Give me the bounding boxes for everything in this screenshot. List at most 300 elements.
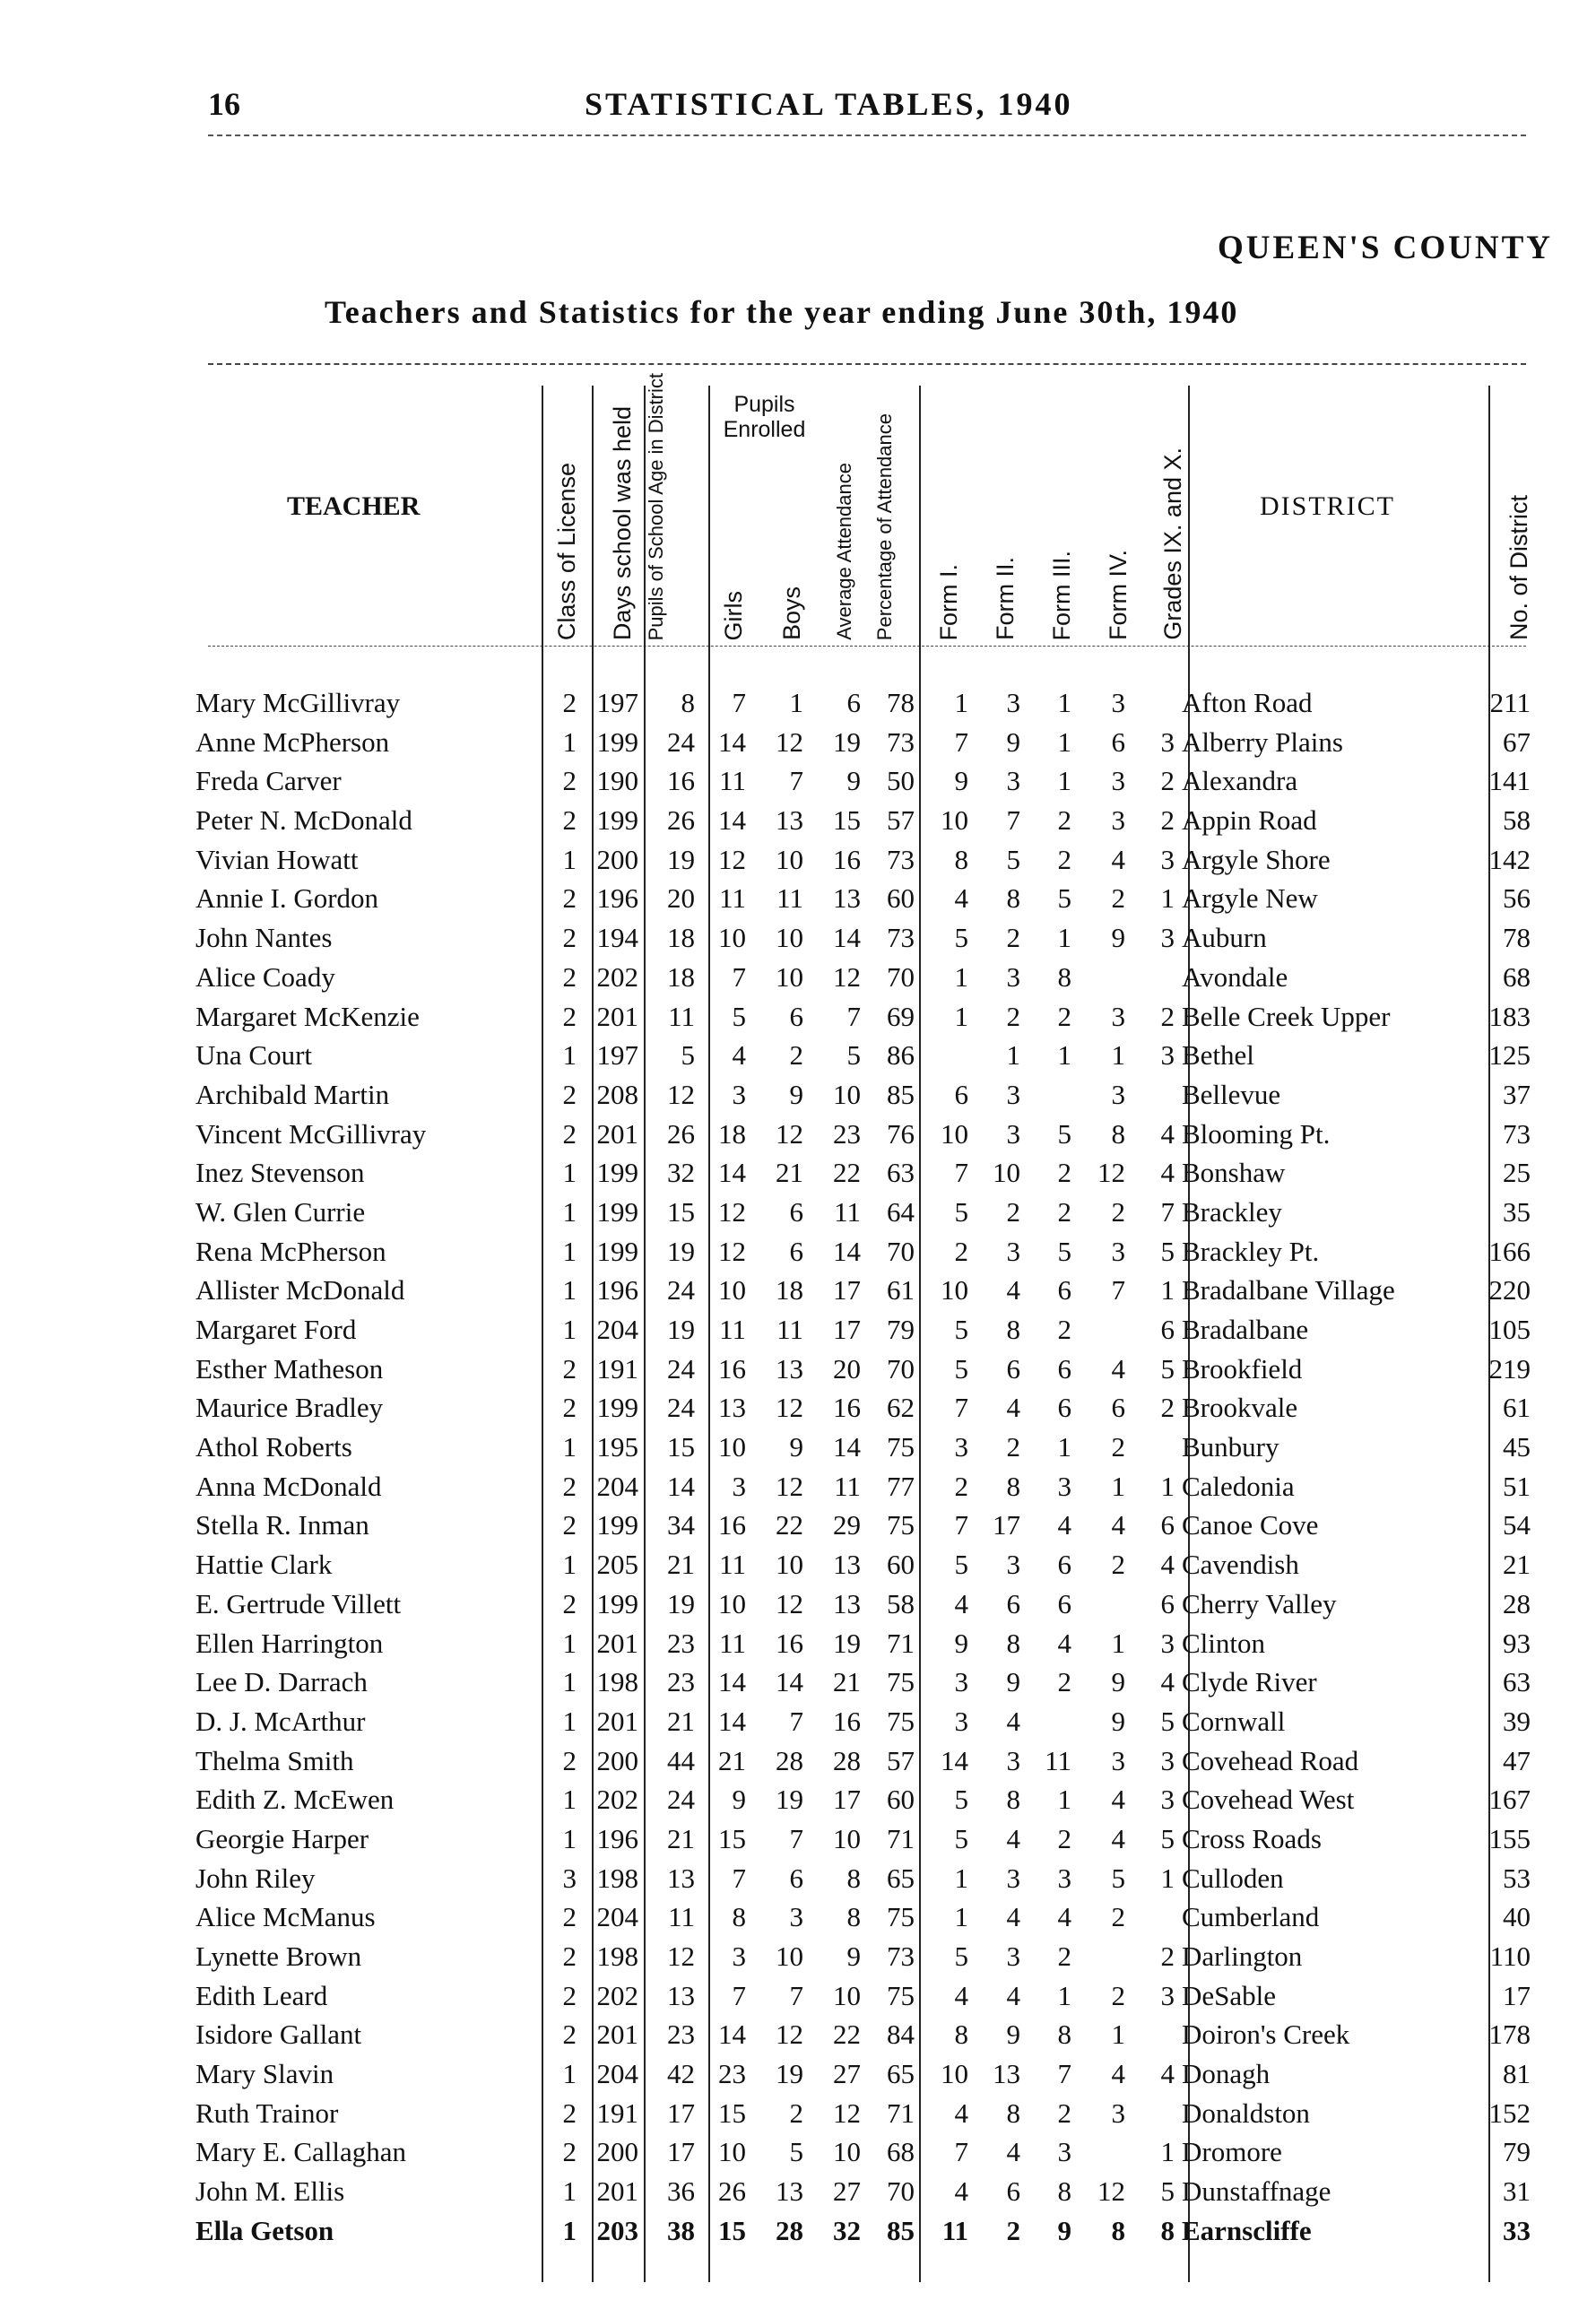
cell-cls: 2 bbox=[562, 1000, 577, 1032]
cell-boys: 12 bbox=[776, 1470, 803, 1502]
district-name: Alexandra bbox=[1182, 765, 1298, 797]
cell-days: 201 bbox=[596, 1117, 638, 1150]
district-number: 54 bbox=[1503, 1509, 1531, 1541]
cell-age: 20 bbox=[667, 882, 695, 915]
cell-boys: 3 bbox=[789, 1901, 803, 1933]
cell-gr: 3 bbox=[1160, 922, 1175, 954]
cell-f2: 2 bbox=[1006, 1431, 1020, 1463]
cell-avg: 28 bbox=[833, 1744, 861, 1776]
district-number: 17 bbox=[1503, 1979, 1531, 2011]
table-row bbox=[0, 1937, 1596, 1976]
cell-girls: 7 bbox=[732, 960, 746, 993]
cell-boys: 11 bbox=[776, 1314, 803, 1345]
cell-f1: 10 bbox=[941, 804, 968, 837]
cell-cls: 2 bbox=[562, 1744, 577, 1776]
district-number: 53 bbox=[1503, 1862, 1531, 1894]
teacher-name: John Riley bbox=[195, 1862, 316, 1894]
district-name: Culloden bbox=[1182, 1862, 1284, 1894]
table-row bbox=[0, 1819, 1596, 1859]
teacher-name: Athol Roberts bbox=[195, 1431, 352, 1463]
cell-days: 194 bbox=[596, 922, 638, 954]
district-name: Argyle Shore bbox=[1182, 843, 1331, 875]
cell-boys: 12 bbox=[776, 2018, 803, 2051]
teacher-name: Ruth Trainor bbox=[195, 2097, 339, 2129]
cell-f1: 5 bbox=[954, 1314, 968, 1345]
cell-f1: 2 bbox=[954, 1470, 968, 1502]
district-name: Darlington bbox=[1182, 1940, 1303, 1972]
district-number: 211 bbox=[1489, 687, 1531, 718]
cell-f2: 4 bbox=[1006, 1822, 1020, 1854]
cell-cls: 2 bbox=[562, 2136, 577, 2168]
cell-boys: 7 bbox=[789, 1979, 803, 2011]
cell-girls: 18 bbox=[718, 1117, 746, 1150]
cell-avg: 14 bbox=[833, 922, 861, 954]
cell-cls: 2 bbox=[562, 2018, 577, 2051]
cell-avg: 12 bbox=[833, 2097, 861, 2129]
cell-f4: 4 bbox=[1111, 1509, 1125, 1541]
cell-age: 44 bbox=[667, 1744, 695, 1776]
cell-f1: 5 bbox=[954, 1352, 968, 1385]
cell-age: 14 bbox=[667, 1470, 695, 1502]
cell-age: 23 bbox=[667, 1627, 695, 1659]
cell-f3: 2 bbox=[1057, 1157, 1071, 1189]
district-number: 58 bbox=[1503, 804, 1531, 837]
cell-cls: 2 bbox=[562, 960, 577, 993]
col-pupils-enrolled: Pupils Enrolled bbox=[723, 392, 806, 442]
cell-girls: 21 bbox=[718, 1744, 746, 1776]
teacher-name: Mary Slavin bbox=[195, 2058, 334, 2090]
cell-age: 36 bbox=[667, 2175, 695, 2208]
cell-pct: 70 bbox=[887, 1235, 915, 1267]
cell-f2: 3 bbox=[1006, 1744, 1020, 1776]
cell-boys: 12 bbox=[776, 1392, 803, 1424]
cell-f1: 4 bbox=[954, 2175, 968, 2208]
cell-girls: 15 bbox=[718, 1822, 746, 1854]
cell-cls: 1 bbox=[562, 1784, 577, 1816]
teacher-name: John Nantes bbox=[195, 922, 333, 954]
cell-pct: 63 bbox=[887, 1157, 915, 1189]
cell-boys: 7 bbox=[789, 765, 803, 797]
cell-f1: 5 bbox=[954, 1940, 968, 1972]
cell-cls: 2 bbox=[562, 2097, 577, 2129]
cell-avg: 10 bbox=[833, 1078, 861, 1110]
cell-f4: 1 bbox=[1111, 2018, 1125, 2051]
cell-gr: 8 bbox=[1160, 2214, 1175, 2246]
cell-pct: 73 bbox=[887, 725, 915, 758]
cell-f4: 8 bbox=[1111, 2214, 1125, 2246]
cell-f4: 9 bbox=[1111, 922, 1125, 954]
cell-cls: 2 bbox=[562, 922, 577, 954]
cell-age: 11 bbox=[668, 1000, 695, 1032]
teacher-name: Vivian Howatt bbox=[195, 843, 359, 875]
cell-f3: 2 bbox=[1057, 1940, 1071, 1972]
cell-pct: 58 bbox=[887, 1587, 915, 1619]
cell-days: 201 bbox=[596, 2018, 638, 2051]
cell-cls: 1 bbox=[562, 725, 577, 758]
col-district-no: No. of District bbox=[1505, 494, 1532, 640]
cell-boys: 7 bbox=[789, 1705, 803, 1737]
cell-f3: 4 bbox=[1057, 1901, 1071, 1933]
cell-f3: 4 bbox=[1057, 1509, 1071, 1541]
cell-f1: 3 bbox=[954, 1666, 968, 1698]
cell-days: 196 bbox=[596, 1822, 638, 1854]
cell-f3: 2 bbox=[1057, 1195, 1071, 1228]
cell-gr: 3 bbox=[1160, 1979, 1175, 2011]
cell-f1: 2 bbox=[954, 1235, 968, 1267]
table-row bbox=[0, 1584, 1596, 1624]
cell-age: 19 bbox=[667, 1587, 695, 1619]
district-name: Argyle New bbox=[1182, 882, 1318, 915]
cell-f4: 4 bbox=[1111, 1822, 1125, 1854]
cell-f2: 3 bbox=[1006, 1235, 1020, 1267]
cell-f2: 8 bbox=[1006, 882, 1020, 915]
cell-f3: 2 bbox=[1057, 1822, 1071, 1854]
teacher-name: Anna McDonald bbox=[195, 1470, 382, 1502]
table-row bbox=[0, 1859, 1596, 1898]
cell-cls: 1 bbox=[562, 1431, 577, 1463]
cell-pct: 75 bbox=[887, 1901, 915, 1933]
cell-gr: 4 bbox=[1160, 1549, 1175, 1581]
col-average-attendance: Average Attendance bbox=[833, 463, 855, 640]
cell-f4: 3 bbox=[1111, 2097, 1125, 2129]
cell-pct: 64 bbox=[887, 1195, 915, 1228]
teacher-name: Archibald Martin bbox=[195, 1078, 390, 1110]
district-number: 73 bbox=[1503, 1117, 1531, 1150]
cell-boys: 10 bbox=[776, 922, 803, 954]
cell-f1: 7 bbox=[954, 725, 968, 758]
cell-days: 203 bbox=[596, 2214, 638, 2246]
cell-f4: 4 bbox=[1111, 2058, 1125, 2090]
cell-f3: 2 bbox=[1057, 2097, 1071, 2129]
cell-days: 199 bbox=[596, 1235, 638, 1267]
cell-days: 199 bbox=[596, 1195, 638, 1228]
cell-avg: 27 bbox=[833, 2175, 861, 2208]
cell-cls: 2 bbox=[562, 804, 577, 837]
cell-f2: 4 bbox=[1006, 1274, 1020, 1307]
cell-cls: 2 bbox=[562, 1587, 577, 1619]
cell-pct: 84 bbox=[887, 2018, 915, 2051]
cell-boys: 6 bbox=[789, 1000, 803, 1032]
cell-age: 32 bbox=[667, 1157, 695, 1189]
cell-pct: 70 bbox=[887, 2175, 915, 2208]
cell-f4: 5 bbox=[1111, 1862, 1125, 1894]
teacher-name: Georgie Harper bbox=[195, 1822, 369, 1854]
cell-f1: 1 bbox=[954, 960, 968, 993]
cell-girls: 11 bbox=[719, 1627, 746, 1659]
cell-girls: 15 bbox=[718, 2214, 746, 2246]
cell-boys: 5 bbox=[789, 2136, 803, 2168]
cell-f2: 9 bbox=[1006, 1666, 1020, 1698]
cell-avg: 16 bbox=[833, 1392, 861, 1424]
cell-gr: 3 bbox=[1160, 725, 1175, 758]
district-number: 167 bbox=[1488, 1784, 1531, 1816]
cell-f4: 9 bbox=[1111, 1705, 1125, 1737]
cell-f2: 8 bbox=[1006, 1784, 1020, 1816]
district-number: 78 bbox=[1503, 922, 1531, 954]
district-number: 183 bbox=[1488, 1000, 1531, 1032]
cell-girls: 15 bbox=[718, 2097, 746, 2129]
district-name: Doiron's Creek bbox=[1182, 2018, 1350, 2051]
cell-avg: 19 bbox=[833, 1627, 861, 1659]
cell-f2: 8 bbox=[1006, 2097, 1020, 2129]
cell-days: 196 bbox=[596, 882, 638, 915]
cell-days: 199 bbox=[596, 725, 638, 758]
cell-avg: 13 bbox=[833, 1587, 861, 1619]
cell-girls: 12 bbox=[718, 1195, 746, 1228]
cell-f2: 10 bbox=[993, 1157, 1020, 1189]
cell-boys: 14 bbox=[776, 1666, 803, 1698]
cell-gr: 4 bbox=[1160, 2058, 1175, 2090]
cell-boys: 6 bbox=[789, 1195, 803, 1228]
table-row bbox=[0, 1663, 1596, 1702]
cell-f1: 6 bbox=[954, 1078, 968, 1110]
cell-cls: 1 bbox=[562, 1039, 577, 1072]
district-name: Donagh bbox=[1182, 2058, 1271, 2090]
cell-girls: 10 bbox=[718, 1431, 746, 1463]
cell-girls: 7 bbox=[732, 1862, 746, 1894]
table-row bbox=[0, 1350, 1596, 1389]
district-name: Bethel bbox=[1182, 1039, 1254, 1072]
cell-days: 191 bbox=[596, 1352, 638, 1385]
cell-f1: 3 bbox=[954, 1431, 968, 1463]
cell-boys: 28 bbox=[776, 1744, 803, 1776]
running-title: STATISTICAL TABLES, 1940 bbox=[585, 86, 1073, 122]
cell-f1: 5 bbox=[954, 1549, 968, 1581]
cell-f4: 4 bbox=[1111, 1352, 1125, 1385]
district-number: 219 bbox=[1488, 1352, 1531, 1385]
district-number: 93 bbox=[1503, 1627, 1531, 1659]
table-row bbox=[0, 2015, 1596, 2054]
cell-gr: 4 bbox=[1160, 1666, 1175, 1698]
cell-f1: 9 bbox=[954, 765, 968, 797]
table-row bbox=[0, 958, 1596, 997]
teacher-name: Margaret Ford bbox=[195, 1314, 357, 1345]
col-form-1: Form I. bbox=[935, 563, 962, 640]
cell-days: 201 bbox=[596, 2175, 638, 2208]
table-row bbox=[0, 683, 1596, 723]
district-number: 178 bbox=[1488, 2018, 1531, 2051]
cell-avg: 17 bbox=[833, 1274, 861, 1307]
table-row bbox=[0, 1075, 1596, 1115]
cell-age: 17 bbox=[667, 2097, 695, 2129]
cell-f2: 13 bbox=[993, 2058, 1020, 2090]
cell-girls: 3 bbox=[732, 1078, 746, 1110]
cell-f2: 1 bbox=[1006, 1039, 1020, 1072]
col-form-4: Form IV. bbox=[1105, 549, 1132, 640]
cell-pct: 69 bbox=[887, 1000, 915, 1032]
cell-avg: 9 bbox=[846, 1940, 861, 1972]
district-name: Appin Road bbox=[1182, 804, 1317, 837]
district-number: 220 bbox=[1488, 1274, 1531, 1307]
cell-avg: 15 bbox=[833, 804, 861, 837]
cell-cls: 2 bbox=[562, 1352, 577, 1385]
district-name: Bradalbane bbox=[1182, 1314, 1309, 1345]
cell-girls: 14 bbox=[718, 1705, 746, 1737]
teacher-name: Rena McPherson bbox=[195, 1235, 386, 1267]
cell-f4: 12 bbox=[1097, 2175, 1125, 2208]
cell-girls: 10 bbox=[718, 922, 746, 954]
district-name: Donaldston bbox=[1182, 2097, 1310, 2129]
teacher-name: Freda Carver bbox=[195, 765, 342, 797]
table-row bbox=[0, 1545, 1596, 1584]
district-number: 166 bbox=[1488, 1235, 1531, 1267]
cell-f2: 4 bbox=[1006, 1901, 1020, 1933]
cell-pct: 68 bbox=[887, 2136, 915, 2168]
table-subtitle: Teachers and Statistics for the year ending June 30th, 1940 bbox=[325, 294, 1239, 330]
cell-boys: 22 bbox=[776, 1509, 803, 1541]
cell-f3: 6 bbox=[1057, 1392, 1071, 1424]
cell-f1: 5 bbox=[954, 1784, 968, 1816]
district-number: 33 bbox=[1503, 2214, 1531, 2246]
cell-f3: 5 bbox=[1057, 882, 1071, 915]
cell-pct: 62 bbox=[887, 1392, 915, 1424]
teacher-name: Esther Matheson bbox=[195, 1352, 384, 1385]
cell-boys: 10 bbox=[776, 1940, 803, 1972]
teacher-name: Maurice Bradley bbox=[195, 1392, 384, 1424]
teacher-name: Alice Coady bbox=[195, 960, 335, 993]
cell-cls: 2 bbox=[562, 1509, 577, 1541]
teacher-name: Allister McDonald bbox=[195, 1274, 405, 1307]
cell-girls: 14 bbox=[718, 2018, 746, 2051]
cell-f2: 2 bbox=[1006, 922, 1020, 954]
cell-gr: 2 bbox=[1160, 1000, 1175, 1032]
district-number: 25 bbox=[1503, 1157, 1531, 1189]
cell-days: 199 bbox=[596, 1392, 638, 1424]
cell-f3: 2 bbox=[1057, 1666, 1071, 1698]
cell-f2: 3 bbox=[1006, 1940, 1020, 1972]
cell-boys: 13 bbox=[776, 1352, 803, 1385]
teacher-name: Hattie Clark bbox=[195, 1549, 333, 1581]
district-name: Cumberland bbox=[1182, 1901, 1320, 1933]
cell-boys: 9 bbox=[789, 1431, 803, 1463]
district-number: 40 bbox=[1503, 1901, 1531, 1933]
cell-f4: 4 bbox=[1111, 1784, 1125, 1816]
cell-f2: 3 bbox=[1006, 1117, 1020, 1150]
cell-boys: 19 bbox=[776, 1784, 803, 1816]
cell-f1: 8 bbox=[954, 843, 968, 875]
cell-f2: 3 bbox=[1006, 1078, 1020, 1110]
district-number: 125 bbox=[1488, 1039, 1531, 1072]
cell-avg: 17 bbox=[833, 1314, 861, 1345]
cell-days: 198 bbox=[596, 1940, 638, 1972]
district-name: Dunstaffnage bbox=[1182, 2175, 1331, 2208]
cell-avg: 14 bbox=[833, 1431, 861, 1463]
column-header bbox=[188, 366, 1551, 644]
cell-days: 191 bbox=[596, 2097, 638, 2129]
cell-boys: 12 bbox=[776, 725, 803, 758]
district-number: 63 bbox=[1503, 1666, 1531, 1698]
col-form-2: Form II. bbox=[992, 557, 1019, 640]
cell-f2: 4 bbox=[1006, 2136, 1020, 2168]
cell-gr: 3 bbox=[1160, 1744, 1175, 1776]
cell-f1: 1 bbox=[954, 687, 968, 718]
cell-f2: 7 bbox=[1006, 804, 1020, 837]
cell-gr: 5 bbox=[1160, 1705, 1175, 1737]
district-name: Earnscliffe bbox=[1182, 2214, 1312, 2246]
cell-avg: 14 bbox=[833, 1235, 861, 1267]
cell-f3: 2 bbox=[1057, 843, 1071, 875]
cell-cls: 2 bbox=[562, 1940, 577, 1972]
cell-age: 21 bbox=[667, 1705, 695, 1737]
cell-cls: 2 bbox=[562, 1392, 577, 1424]
table-row bbox=[0, 1193, 1596, 1232]
cell-age: 17 bbox=[667, 2136, 695, 2168]
cell-cls: 2 bbox=[562, 1470, 577, 1502]
table-row bbox=[0, 1310, 1596, 1350]
teacher-name: Ella Getson bbox=[195, 2214, 334, 2246]
col-form-3: Form III. bbox=[1048, 550, 1075, 640]
cell-avg: 7 bbox=[846, 1000, 861, 1032]
cell-age: 24 bbox=[667, 1784, 695, 1816]
cell-cls: 2 bbox=[562, 765, 577, 797]
cell-gr: 7 bbox=[1160, 1195, 1175, 1228]
cell-f4: 9 bbox=[1111, 1666, 1125, 1698]
cell-days: 198 bbox=[596, 1666, 638, 1698]
district-name: DeSable bbox=[1182, 1979, 1277, 2011]
cell-f3: 1 bbox=[1057, 922, 1071, 954]
cell-days: 202 bbox=[596, 1979, 638, 2011]
cell-girls: 5 bbox=[732, 1000, 746, 1032]
cell-gr: 2 bbox=[1160, 1940, 1175, 1972]
cell-gr: 1 bbox=[1160, 2136, 1175, 2168]
cell-avg: 10 bbox=[833, 1979, 861, 2011]
district-number: 31 bbox=[1503, 2175, 1531, 2208]
cell-pct: 70 bbox=[887, 960, 915, 993]
cell-age: 42 bbox=[667, 2058, 695, 2090]
cell-age: 34 bbox=[667, 1509, 695, 1541]
cell-age: 23 bbox=[667, 1666, 695, 1698]
cell-days: 190 bbox=[596, 765, 638, 797]
cell-boys: 6 bbox=[789, 1862, 803, 1894]
cell-gr: 5 bbox=[1160, 1822, 1175, 1854]
cell-gr: 4 bbox=[1160, 1157, 1175, 1189]
cell-f2: 6 bbox=[1006, 2175, 1020, 2208]
teacher-name: Peter N. McDonald bbox=[195, 804, 412, 837]
cell-pct: 77 bbox=[887, 1470, 915, 1502]
cell-age: 19 bbox=[667, 843, 695, 875]
cell-days: 204 bbox=[596, 1901, 638, 1933]
cell-boys: 10 bbox=[776, 1549, 803, 1581]
cell-boys: 13 bbox=[776, 804, 803, 837]
cell-f3: 6 bbox=[1057, 1587, 1071, 1619]
district-number: 155 bbox=[1488, 1822, 1531, 1854]
table-row bbox=[0, 2211, 1596, 2251]
cell-cls: 2 bbox=[562, 1979, 577, 2011]
cell-girls: 14 bbox=[718, 725, 746, 758]
cell-days: 200 bbox=[596, 2136, 638, 2168]
cell-f2: 8 bbox=[1006, 1627, 1020, 1659]
cell-avg: 13 bbox=[833, 882, 861, 915]
cell-pct: 60 bbox=[887, 1549, 915, 1581]
cell-cls: 2 bbox=[562, 1078, 577, 1110]
header-rule bbox=[208, 135, 1526, 136]
page-number: 16 bbox=[208, 86, 240, 122]
cell-girls: 12 bbox=[718, 843, 746, 875]
district-name: Bonshaw bbox=[1182, 1157, 1286, 1189]
cell-girls: 14 bbox=[718, 1157, 746, 1189]
cell-pct: 60 bbox=[887, 1784, 915, 1816]
cell-days: 200 bbox=[596, 1744, 638, 1776]
cell-boys: 10 bbox=[776, 843, 803, 875]
cell-days: 199 bbox=[596, 804, 638, 837]
cell-girls: 3 bbox=[732, 1940, 746, 1972]
cell-cls: 1 bbox=[562, 1666, 577, 1698]
cell-girls: 8 bbox=[732, 1901, 746, 1933]
cell-f4: 3 bbox=[1111, 687, 1125, 718]
cell-f4: 2 bbox=[1111, 1979, 1125, 2011]
district-name: Caledonia bbox=[1182, 1470, 1295, 1502]
cell-boys: 2 bbox=[789, 2097, 803, 2129]
